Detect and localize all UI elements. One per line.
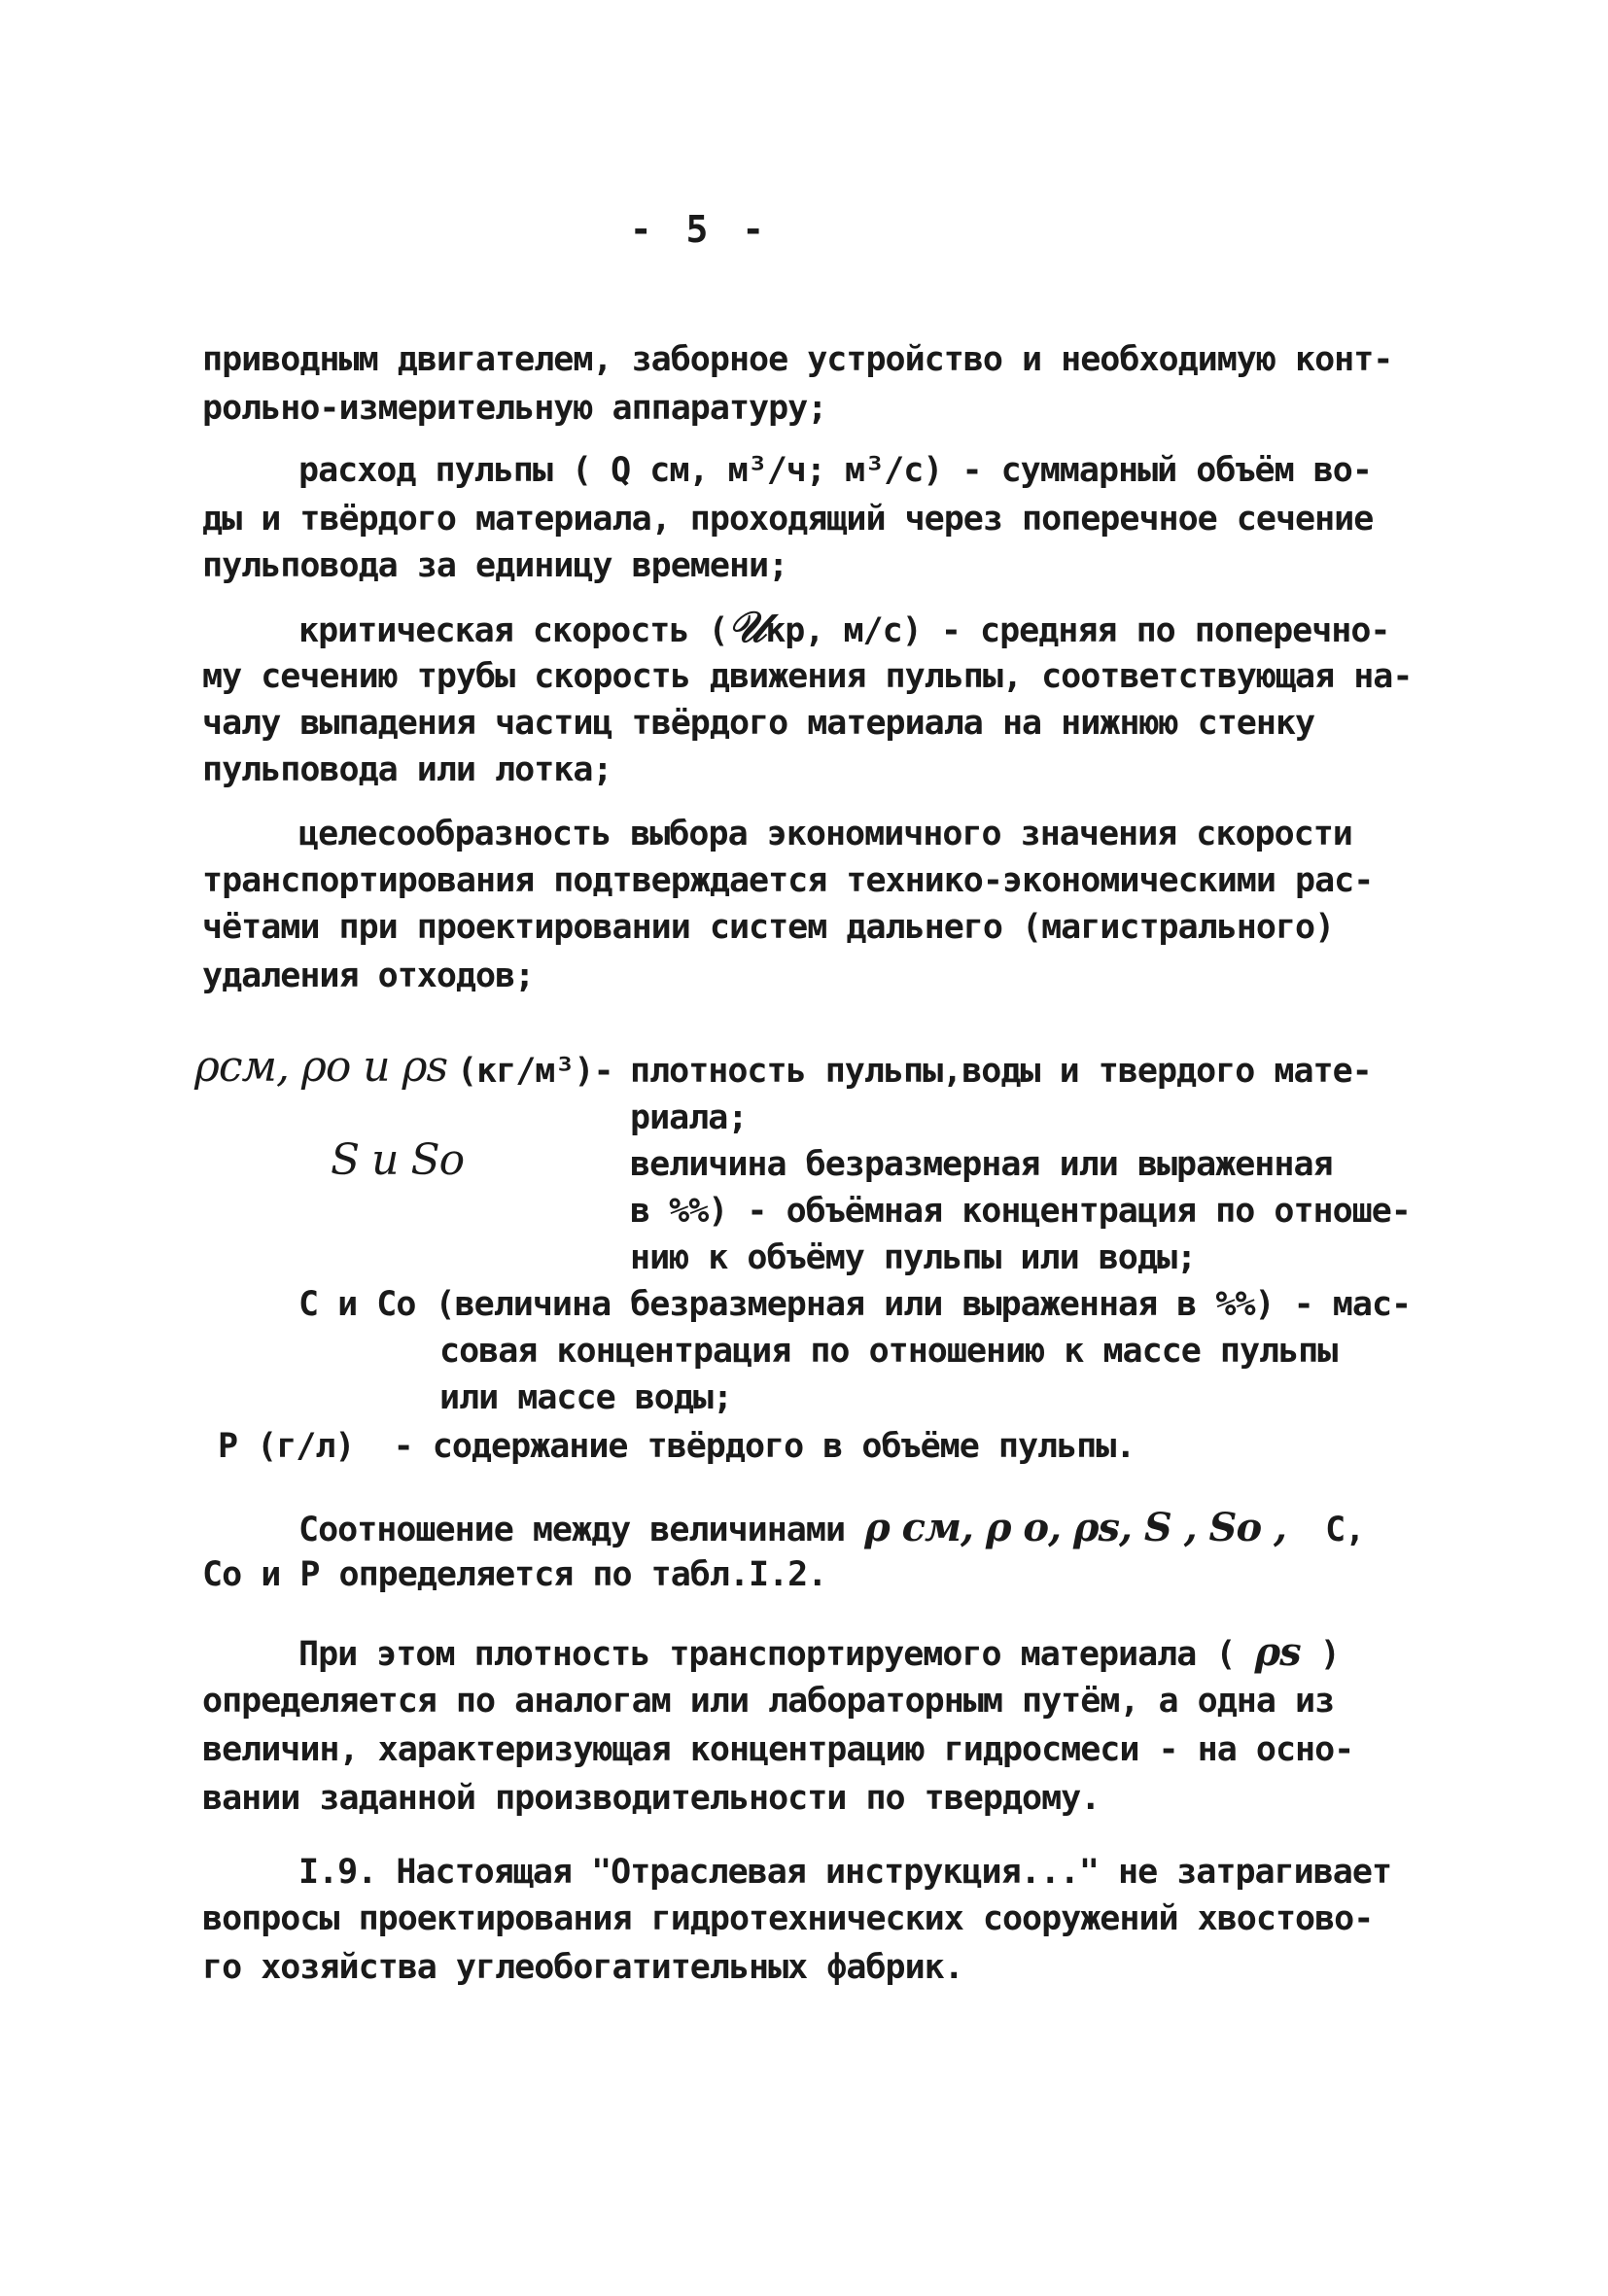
intro-line-2: рольно-измерительную аппаратуру; [202, 389, 827, 428]
relation-line-1 [298, 1505, 1364, 1553]
page-number: - 5 - [629, 208, 771, 251]
relation-text-a: Соотношение между величинами [298, 1511, 846, 1549]
density-text-line-1: плотность пульпы,воды и твердого мате- [630, 1052, 1372, 1091]
relation-symbols: ρ см, ρ о, ρs, S , Sо , [864, 1505, 1286, 1550]
density-note-line-3: величин, характеризующая концентрацию гидросмеси - на осно- [202, 1730, 1354, 1769]
clause-1-9-line-1: I.9. Настоящая "Отраслевая инструкция..." не затрагивает [298, 1853, 1392, 1892]
pulp-flow-line-1: расход пульпы ( Q см, м³/ч; м³/с) - суммарный объём во- [298, 451, 1372, 490]
density-note-line-2: определяется по аналогам или лабораторным путём, а одна из [202, 1682, 1335, 1721]
clause-1-9-line-2: вопросы проектирования гидротехнических сооружений хвостово- [202, 1899, 1374, 1938]
mass-concentration-line-1: С и Со (величина безразмерная или выраженная в %%) - мас- [298, 1285, 1412, 1324]
pulp-flow-line-3: пульповода за единицу времени; [202, 546, 788, 585]
velocity-symbol: 𝒰 [727, 603, 766, 652]
relation-text-b: С, [1325, 1511, 1365, 1549]
critical-velocity-line-2: му сечению трубы скорость движения пульпы, соответствующая на- [202, 657, 1413, 696]
mass-concentration-line-3: или массе воды; [439, 1378, 733, 1417]
critical-velocity-line-4: пульповода или лотка; [202, 750, 612, 789]
economic-speed-line-4: удаления отходов; [202, 957, 535, 995]
intro-line-1: приводным двигателем, заборное устройство и необходимую конт- [202, 340, 1393, 379]
density-note-text-b: ) [1319, 1635, 1340, 1674]
economic-speed-line-3: чётами при проектировании систем дальнего (магистрального) [202, 908, 1335, 947]
volume-concentration-symbols: S и Sо [331, 1135, 465, 1185]
volume-concentration-line-3: нию к объёму пульпы или воды; [630, 1238, 1197, 1277]
density-note-line-4: вании заданной производительности по твердому. [202, 1779, 1101, 1818]
solids-content-line: Р (г/л) - содержание твёрдого в объёме пульпы. [218, 1427, 1136, 1466]
economic-speed-line-1: целесообразность выбора экономичного значения скорости [298, 815, 1352, 853]
density-note-text-a: При этом плотность транспортируемого материала ( [298, 1635, 1236, 1674]
critical-velocity-line-1 [298, 605, 1390, 654]
relation-line-2: Со и Р определяется по табл.I.2. [202, 1555, 827, 1594]
volume-concentration-line-1: величина безразмерная или выраженная [630, 1145, 1333, 1184]
volume-concentration-line-2: в %%) - объёмная концентрация по отноше- [630, 1192, 1411, 1231]
critical-velocity-text-a: критическая скорость ( [298, 611, 728, 650]
density-note-symbol: ρs [1254, 1629, 1301, 1675]
density-symbols: ρсм, ρо и ρs [194, 1042, 448, 1092]
pulp-flow-line-2: ды и твёрдого материала, проходящий через поперечное сечение [202, 500, 1374, 539]
mass-concentration-line-2: совая концентрация по отношению к массе пульпы [439, 1332, 1338, 1371]
density-note-line-1 [298, 1629, 1340, 1678]
density-text-line-2: риала; [630, 1098, 748, 1137]
economic-speed-line-2: транспортирования подтверждается технико-экономическими рас- [202, 861, 1374, 900]
clause-1-9-line-3: го хозяйства углеобогатительных фабрик. [202, 1948, 963, 1987]
critical-velocity-text-b: кр, м/с) - средняя по поперечно- [765, 611, 1390, 650]
density-units: (кг/м³)- [457, 1052, 613, 1091]
critical-velocity-line-3: чалу выпадения частиц твёрдого материала на нижнюю стенку [202, 704, 1315, 743]
